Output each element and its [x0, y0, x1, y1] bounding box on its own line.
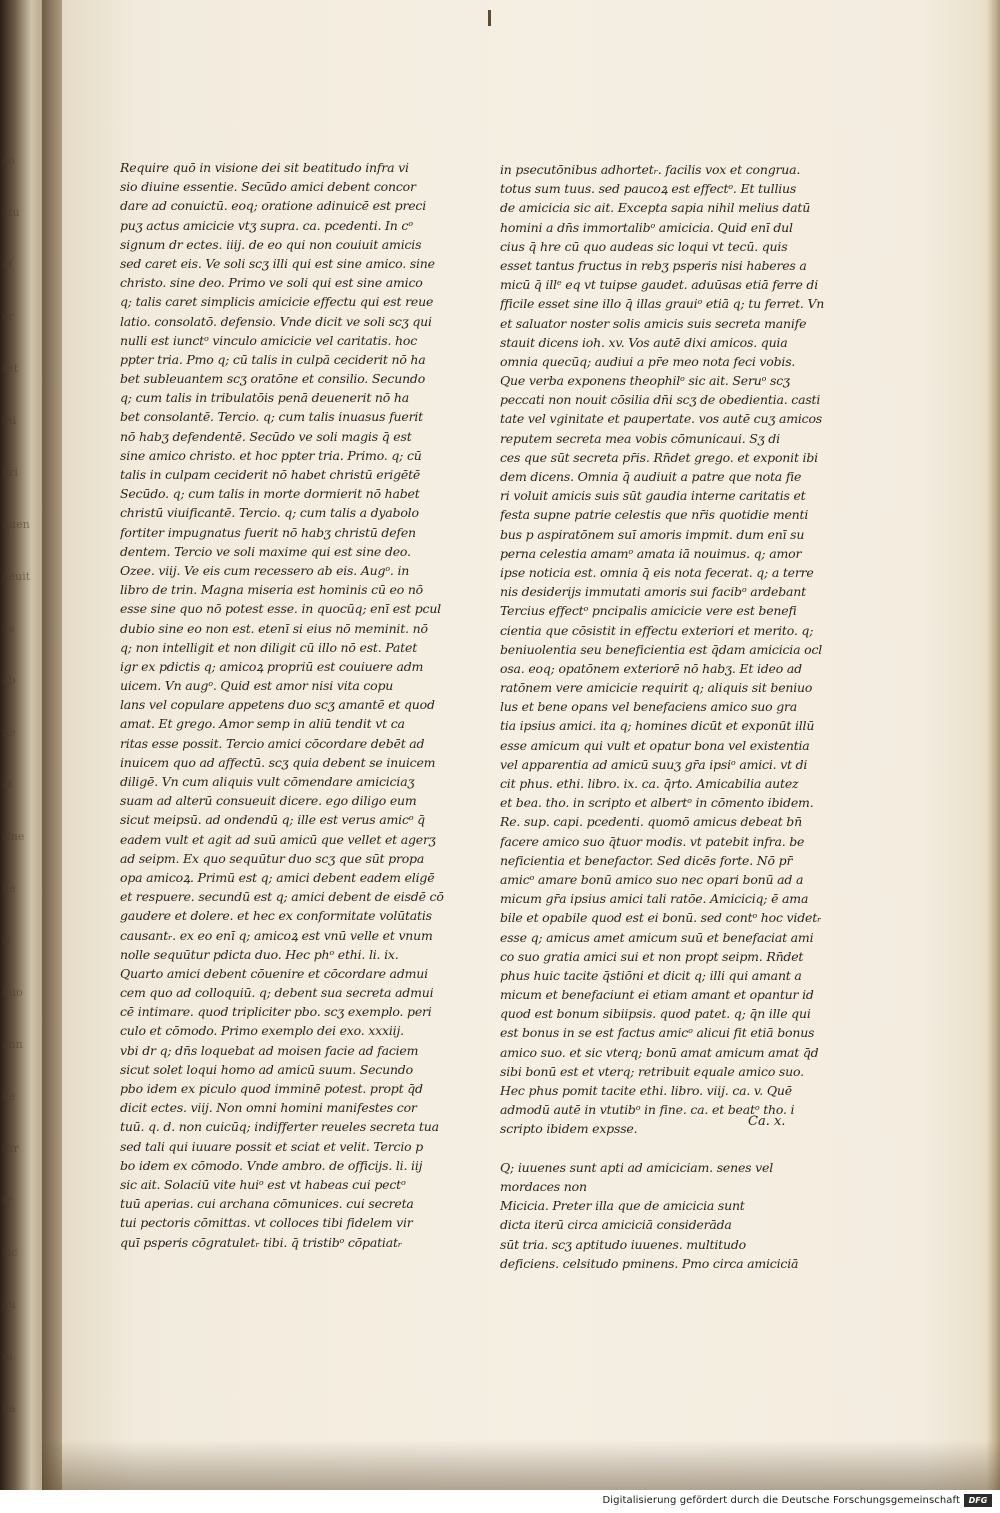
text-line: fficile esset sine illo q̄ illas grauiᵒ etiā q; tu ferret. Vn [500, 296, 825, 312]
text-line: Que verba exponens theophilᵒ sic ait. Seruᵒ scʒ [500, 373, 790, 389]
left-page-fragment: ab [2, 674, 16, 687]
text-line: dem dicens. Omnia q̄ audiuit a patre que nota fie [500, 469, 802, 484]
text-line: dicit ectes. viij. Non omni homini manifestes cor [120, 1100, 417, 1116]
text-line: dicta iterū circa amiciciā considerāda [500, 1217, 732, 1233]
left-page-fragment: ef [2, 258, 13, 271]
text-line: christū viuificantē. Tercio. q; cum talis a dyabolo [120, 505, 419, 521]
text-line: bile et opabile quod est ei bonū. sed contᵒ hoc videtᵣ [500, 910, 822, 926]
left-page-fragment: ue [2, 882, 16, 895]
chapter-heading: Ca. x. [748, 1114, 786, 1129]
left-page-fragment: ini [2, 414, 17, 427]
text-line: q; non intelligit et non diligit cū illo nō est. Patet [120, 639, 418, 655]
text-line: lans vel copulare appetens duo scʒ amantē et quod [120, 697, 435, 713]
text-line: cem quo ad colloquiū. q; debent sua secreta admui [120, 985, 434, 1001]
text-line: eadem vult et agit ad suū amicū que vellet et agerʒ [120, 831, 436, 847]
text-line: sicut meipsū. ad ondendū q; ille est verus amicᵒ q̄ [120, 812, 425, 828]
text-line: culo et cōmodo. Primo exemplo dei exo. xxxiij. [120, 1023, 404, 1039]
text-line: reputem secreta mea vobis cōmunicaui. Sʒ di [500, 430, 780, 446]
left-page-fragment: or [2, 310, 14, 323]
text-line: sed caret eis. Ve soli scʒ illi qui est sine amico. sine [120, 255, 435, 271]
text-line: bet subleuantem scʒ oratōne et consilio. Secundo [120, 371, 426, 387]
text-line: admodū autē in vtutibᵒ in fine. ca. et beatᵒ tho. i [500, 1102, 795, 1118]
left-page-edge [0, 0, 42, 1490]
text-line: esse q; amicus amet amicum suū et benefaciat ami [500, 929, 814, 945]
text-line: perna celestia amamᵒ amata iā nouimus. q; amor [500, 545, 802, 561]
text-line: ces que sūt secreta pr̄is. Rn̄det grego. et exponit ibi [500, 449, 818, 465]
text-line: nis desiderijs immutati amoris sui facibᵒ ardebant [500, 584, 806, 600]
text-line: ri voluit amicis suis sūt gaudia interne caritatis et [500, 488, 806, 504]
text-line: neficientia et benefactor. Sed dicēs forte. Nō pr̄ [500, 852, 793, 868]
text-line: Require quō in visione dei sit beatitudo infra vi [120, 160, 409, 175]
text-line: et saluator noster solis amicis suis secreta manife [500, 315, 807, 331]
text-line: cius q̄ hre cū quo audeas sic loqui vt tecū. quis [500, 238, 788, 254]
text-line: et bea. tho. in scripto et albertᵒ in cōmento ibidem. [500, 795, 814, 811]
text-line: ratōnem vere amicicie requirit q; aliquis sit beniuo [500, 680, 813, 696]
text-line: Tercius effectᵒ pncipalis amicicie vere est benefi [500, 603, 797, 619]
text-line: inuicem quo ad affectū. scʒ quia debent se inuicem [120, 754, 436, 770]
text-line: bo idem ex cōmodo. Vnde ambro. de officijs. li. iij [120, 1157, 423, 1173]
left-page-fragment: ctu [2, 206, 20, 219]
text-line: scripto ibidem expsse. [500, 1121, 638, 1137]
text-line: pbo idem ex piculo quod imminē potest. propt q̄d [120, 1081, 423, 1096]
left-page-fragment: ne [2, 726, 16, 739]
left-page-fragment: quo [2, 986, 23, 999]
text-line: tuū aperias. cui archana cōmunices. cui secreta [120, 1196, 414, 1212]
text-line: q; cum talis in tribulatōis penā deuenerit nō ha [120, 390, 409, 406]
text-line: sūt tria. scʒ aptitudo iuuenes. multitudo [500, 1236, 746, 1252]
text-line: ritas esse possit. Tercio amici cōcordare debēt ad [120, 735, 425, 751]
text-line: libro de trin. Magna miseria est hominis cū eo nō [120, 582, 423, 598]
text-line: de amicicia sic ait. Excepta sapia nihil melius datū [500, 200, 811, 216]
left-page-fragment: nri [2, 466, 18, 479]
left-text-column [120, 158, 460, 1252]
text-line [500, 1139, 840, 1158]
left-page-fragment: oeuit [2, 570, 31, 583]
text-line: latio. consolatō. defensio. Vnde dicit ve soli scʒ qui [120, 313, 432, 329]
text-line: micum gr̄a ipsius amici tali ratōe. Amiciciq; ē ama [500, 891, 809, 907]
left-page-fragment: sic [2, 1246, 18, 1259]
left-page-fragment: co [2, 154, 15, 167]
text-line: ppter tria. Pmo q; cū talis in culpā ceciderit nō ha [120, 351, 426, 367]
text-line: dentem. Tercio ve soli maxime qui est sine deo. [120, 543, 411, 559]
text-line: amat. Et grego. Amor semp in aliū tendit vt ca [120, 716, 405, 732]
text-line: micum et benefaciunt ei etiam amant et opantur id [500, 987, 814, 1003]
text-line: et respuere. secundū est q; amici debent de eisdē cō [120, 889, 444, 905]
text-line: sed tali qui iuuare possit et sciat et velit. Tercio p [120, 1138, 424, 1154]
text-line: tate vel vginitate et paupertate. vos autē cuʒ amicos [500, 411, 822, 427]
left-page-fragment: de [2, 1090, 16, 1103]
text-line: uicem. Vn augᵒ. Quid est amor nisi vita copu [120, 678, 394, 694]
left-page-fragment: tur [2, 1142, 19, 1155]
text-line: amicᵒ amare bonū amico suo nec opari bonū ad a [500, 871, 804, 887]
left-page-fragment: at [2, 778, 13, 791]
text-line: deficiens. celsitudo pminens. Pmo circa amiciciā [500, 1255, 799, 1271]
left-page-fragment: lia [2, 1402, 16, 1415]
dfg-logo-icon: DFG [964, 1494, 992, 1507]
text-line: phus huic tacite q̄stiōni et dicit q; illi qui amant a [500, 967, 802, 983]
text-line: sine amico christo. et hoc ppter tria. Primo. q; cū [120, 447, 422, 463]
text-line: Hec phus pomit tacite ethi. libro. viij. ca. v. Quē [500, 1083, 792, 1098]
text-line: ad seipm. Ex quo sequūtur duo scʒ que sūt propa [120, 850, 425, 866]
text-line: Secūdo. q; cum talis in morte dormierit nō habet [120, 486, 420, 502]
text-line: signum dr ectes. iiij. de eo qui non couiuit amicis [120, 236, 422, 252]
text-line: tui pectoris cōmittas. vt colloces tibi fidelem vir [120, 1215, 413, 1231]
text-line: Q; iuuenes sunt apti ad amiciciam. senes vel [500, 1159, 774, 1175]
left-page-fragment: ri [2, 934, 11, 947]
text-line: fortiter impugnatus fuerit nō habʒ christū defen [120, 524, 416, 540]
footer-bar [0, 1490, 1000, 1513]
text-line: christo. sine deo. Primo ve soli qui est sine amico [120, 275, 423, 291]
text-line: igr ex pdictis q; amicoꝝ propriū est couiuere adm [120, 658, 424, 674]
text-line: esse sine quo nō potest esse. in quocūq; enī est pcul [120, 601, 441, 617]
text-line: quod est bonum sibiipsis. quod patet. q; q̄n ille qui [500, 1006, 811, 1022]
left-page-fragment: ce [2, 622, 15, 635]
text-line: bus p aspiratōnem suī amoris impmit. dum enī su [500, 526, 805, 542]
text-line: talis in culpam ceciderit nō habet christū erigētē [120, 467, 421, 482]
page-edge-shadow [986, 0, 1000, 1490]
text-line: dare ad conuictū. eoq; oratione adinuicē est preci [120, 198, 427, 214]
text-line: nulli est iunctᵒ vinculo amicicie vel caritatis. hoc [120, 332, 418, 348]
funding-credit: Digitalisierung gefördert durch die Deutsche Forschungsgemeinschaft [602, 1495, 960, 1506]
text-line: sic ait. Solaciū vite huiᵒ est vt habeas cui pectᵒ [120, 1176, 406, 1192]
text-line: vel apparentia ad amicū suuʒ gr̄a ipsiᵒ amici. vt di [500, 756, 808, 772]
text-line: omnia quecūq; audiui a pr̄e meo nota feci vobis. [500, 353, 796, 369]
text-line: facere amico suo q̄tuor modis. vt patebit infra. be [500, 833, 805, 849]
text-line: causantᵣ. ex eo enī q; amicoꝝ est vnū velle et vnum [120, 927, 433, 943]
left-page-fragment: ret [2, 362, 19, 375]
text-line: sio diuine essentie. Secūdo amici debent concor [120, 179, 416, 195]
left-page-fragment: ou [2, 1298, 16, 1311]
text-line: esse amicum qui vult et opatur bona vel existentia [500, 737, 810, 753]
bottom-shadow [42, 1440, 1000, 1490]
left-page-fragments [2, 150, 38, 1480]
text-line: nolle sequūtur pdicta duo. Hec phᵒ ethi. li. ix. [120, 946, 399, 962]
text-line: ipse noticia est. omnia q̄ eis nota fecerat. q; a terre [500, 564, 814, 580]
text-line: Ozee. viij. Ve eis cum recessero ab eis. Augᵒ. in [120, 562, 410, 578]
text-line: Micicia. Preter illa que de amicicia sunt [500, 1198, 745, 1214]
text-line: cit phus. ethi. libro. ix. ca. q̄rto. Amicabilia autez [500, 776, 799, 791]
text-line: puʒ actus amicicie vtʒ supra. ca. pcedenti. In cᵒ [120, 217, 413, 233]
text-line: quī psperis cōgratuletᵣ tibi. q̄ tristibᵒ cōpatiatᵣ [120, 1234, 402, 1250]
text-line: in psecutōnibus adhortetᵣ. facilis vox et congrua. [500, 162, 801, 177]
text-line: est bonus in se est factus amicᵒ alicui fit etiā bonus [500, 1025, 815, 1041]
text-line: gaudere et dolere. et hec ex conformitate volūtatis [120, 908, 432, 924]
text-line: sibi bonū est et vterq; retribuit equale amico suo. [500, 1063, 804, 1079]
text-line: osa. eoq; opatōnem exteriorē nō habʒ. Et ideo ad [500, 660, 802, 676]
left-page-fragment: tr [2, 1194, 12, 1207]
text-line: peccati non nouit cōsilia dn̄i scʒ de obedientia. casti [500, 392, 821, 408]
left-page-fragment: ann [2, 1038, 23, 1051]
text-line: esset tantus fructus in rebʒ psperis nisi haberes a [500, 257, 807, 273]
text-line: opa amicoꝝ. Primū est q; amici debent eadem eligē [120, 869, 435, 885]
text-line: vbi dr q; dn̄s loquebat ad moisen facie ad faciem [120, 1042, 419, 1058]
text-line: beniuolentia seu beneficientia est q̄dam amicicia ocl [500, 641, 823, 657]
text-line: sicut solet loqui homo ad amicū suum. Secundo [120, 1061, 413, 1077]
left-page-fragment: ui [2, 1350, 13, 1363]
text-line: stauit dicens ioh. xv. Vos autē dixi amicos. quia [500, 334, 788, 350]
text-line: co suo gratia amici sui et non propt seipm. Rn̄det [500, 948, 804, 964]
text-line: bet consolantē. Tercio. q; cum talis inuasus fuerit [120, 409, 423, 425]
text-line: q; talis caret simplicis amicicie effectu qui est reue [120, 294, 434, 310]
text-line: mordaces non [500, 1178, 587, 1194]
text-line: micū q̄ illᵉ eq vt tuipse gaudet. aduūsas etiā ferre di [500, 277, 819, 293]
text-line: lus et bene opans vel benefaciens amico suo gra [500, 699, 798, 715]
text-line: totus sum tuus. sed paucoꝝ est effectᵒ. Et tullius [500, 181, 797, 197]
text-line: suam ad alterū consueuit dicere. ego diligo eum [120, 793, 417, 809]
left-page-fragment: rine [2, 830, 25, 843]
left-page-fragment: quen [2, 518, 30, 531]
text-line: nō habʒ defendentē. Secūdo ve soli magis q̄ est [120, 428, 412, 444]
signature-mark [488, 10, 491, 26]
text-line: tia ipsius amici. ita q; homines dicūt et exponūt illū [500, 718, 815, 734]
text-line: cē intimare. quod tripliciter pbo. scʒ exemplo. peri [120, 1004, 432, 1020]
text-line: Re. sup. capi. pcedenti. quomō amicus debeat bn̄ [500, 814, 802, 830]
text-line: amico suo. et sic vterq; bonū amat amicum amat q̄d [500, 1044, 819, 1060]
text-line: diligē. Vn cum aliquis vult cōmendare amiciciaʒ [120, 774, 415, 789]
text-line: cientia que cōsistit in effectu exteriori et merito. q; [500, 622, 814, 638]
text-line: homini a dn̄s immortalibᵒ amicicia. Quid enī dul [500, 219, 793, 235]
text-line: tuū. q. d. non cuicūq; indifferter reueles secreta tua [120, 1119, 439, 1135]
right-text-column [500, 160, 840, 1273]
text-line: festa supne patrie celestis que nr̄is quotidie menti [500, 507, 809, 523]
text-line: dubio sine eo non est. etenī si eius nō meminit. nō [120, 620, 428, 636]
text-line: Quarto amici debent cōuenire et cōcordare admui [120, 965, 428, 981]
